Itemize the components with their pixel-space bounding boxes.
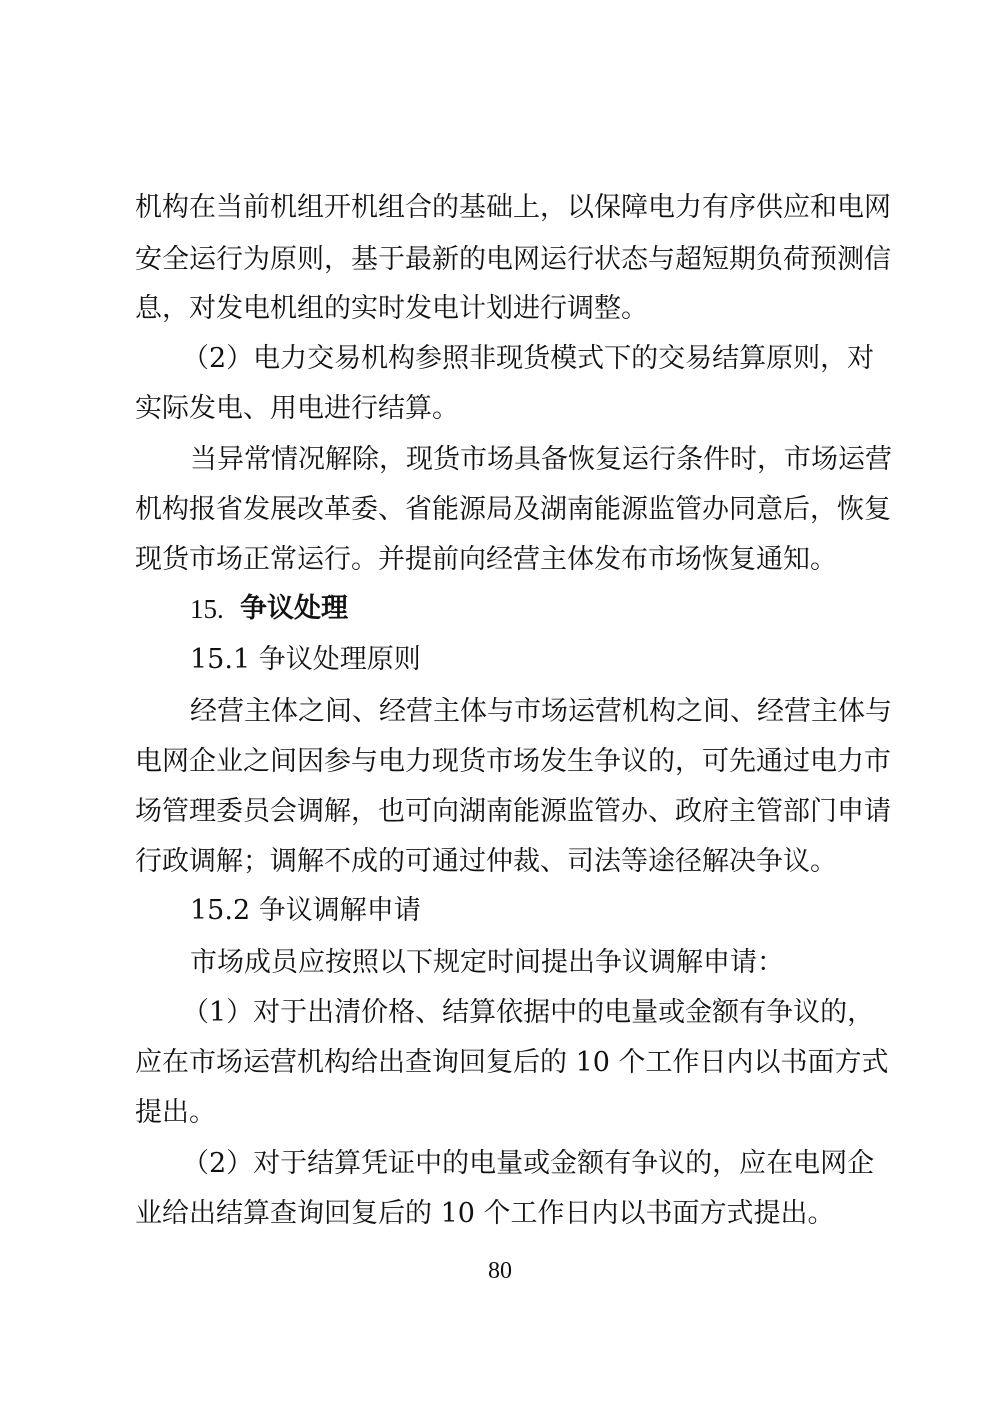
line-text: 行政调解；调解不成的可通过仲裁、司法等途径解决争议。 xyxy=(135,846,837,877)
text-line xyxy=(0,937,1000,989)
text-line xyxy=(0,434,1000,486)
text-line xyxy=(0,836,1000,888)
text-line xyxy=(0,1138,1000,1190)
text-line xyxy=(0,1188,1000,1240)
text-line xyxy=(0,786,1000,838)
text-line xyxy=(0,182,1000,234)
line-text: 当异常情况解除，现货市场具备恢复运行条件时，市场运营 xyxy=(190,444,892,475)
line-text: （2）对于结算凭证中的电量或金额有争议的，应在电网企 xyxy=(182,1148,875,1179)
line-text: 经营主体之间、经营主体与市场运营机构之间、经营主体与 xyxy=(190,696,892,727)
line-text: 场管理委员会调解，也可向湖南能源监管办、政府主管部门申请 xyxy=(135,796,891,827)
line-text: （1）对于出清价格、结算依据中的电量或金额有争议的， xyxy=(182,997,875,1028)
text-line xyxy=(0,1037,1000,1089)
line-text: 现货市场正常运行。并提前向经营主体发布市场恢复通知。 xyxy=(135,544,837,575)
text-line xyxy=(0,987,1000,1039)
line-text: 市场成员应按照以下规定时间提出争议调解申请： xyxy=(190,947,784,978)
page-number: 80 xyxy=(488,1258,512,1284)
text-line xyxy=(0,534,1000,586)
line-text: 业给出结算查询回复后的 10 个工作日内以书面方式提出。 xyxy=(135,1198,835,1229)
text-line xyxy=(0,1087,1000,1139)
line-text: 应在市场运营机构给出查询回复后的 10 个工作日内以书面方式 xyxy=(135,1047,889,1078)
text-line xyxy=(0,686,1000,738)
text-line xyxy=(0,484,1000,536)
section-heading xyxy=(0,583,1000,635)
text-line xyxy=(0,333,1000,385)
line-text: 15.2 争议调解申请 xyxy=(190,895,421,926)
line-text: 机构在当前机组开机组合的基础上，以保障电力有序供应和电网 xyxy=(135,192,891,223)
line-text: 安全运行为原则，基于最新的电网运行状态与超短期负荷预测信 xyxy=(135,244,891,275)
line-text: 实际发电、用电进行结算。 xyxy=(135,393,459,424)
line-text: 提出。 xyxy=(135,1097,216,1128)
section-number: 15. xyxy=(190,594,224,624)
line-text: 15.1 争议处理原则 xyxy=(190,644,421,675)
line-text: 息，对发电机组的实时发电计划进行调整。 xyxy=(135,293,648,324)
text-line xyxy=(0,736,1000,788)
section-title: 争议处理 xyxy=(240,593,348,624)
text-line xyxy=(0,234,1000,286)
text-line xyxy=(0,283,1000,335)
text-line xyxy=(0,383,1000,435)
line-text: 电网企业之间因参与电力现货市场发生争议的，可先通过电力市 xyxy=(135,746,891,777)
line-text: （2）电力交易机构参照非现货模式下的交易结算原则，对 xyxy=(182,343,875,374)
line-text: 机构报省发展改革委、省能源局及湖南能源监管办同意后，恢复 xyxy=(135,494,891,525)
subsection-heading xyxy=(0,885,1000,937)
subsection-heading xyxy=(0,634,1000,686)
